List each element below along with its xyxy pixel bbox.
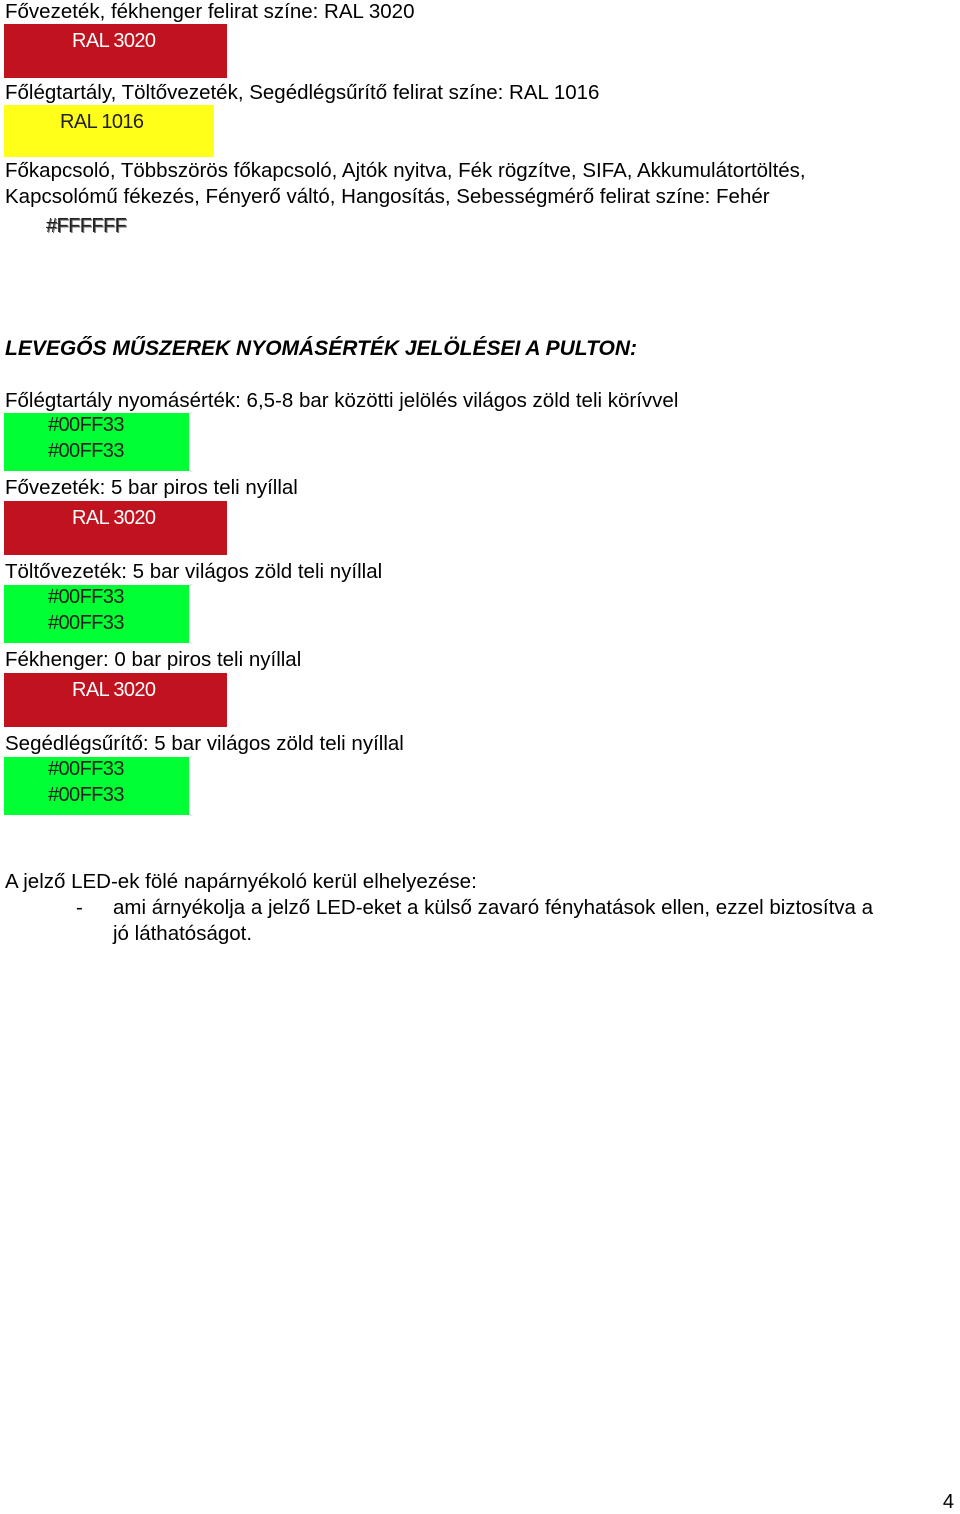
swatch-label: #00FF33 <box>48 784 124 806</box>
swatch-label: RAL 1016 <box>60 111 144 133</box>
section-heading: LEVEGŐS MŰSZEREK NYOMÁSÉRTÉK JELÖLÉSEI A PULTON: <box>5 337 638 360</box>
line-folegtartaly-nyomas: Főlégtartály nyomásérték: 6,5-8 bar közötti jelölés világos zöld teli körívvel <box>5 389 679 412</box>
line-fovezetek-fekhenger: Fővezeték, fékhenger felirat színe: RAL 3020 <box>5 0 415 23</box>
swatch-label: #00FF33 <box>48 758 124 780</box>
page-number: 4 <box>942 1491 954 1513</box>
line-fokapcsolo-list: Főkapcsoló, Többszörös főkapcsoló, Ajtók nyitva, Fék rögzítve, SIFA, Akkumulátortöltés, <box>5 159 806 182</box>
swatch-ral-3020 <box>4 673 227 727</box>
swatch-ral-3020 <box>4 501 227 555</box>
line-folegtartaly-toltovezetek: Főlégtartály, Töltővezeték, Segédlégsűrítő felirat színe: RAL 1016 <box>5 81 600 104</box>
line-fovezetek-5bar: Fővezeték: 5 bar piros teli nyíllal <box>5 476 298 499</box>
bullet-dash: - <box>76 896 83 919</box>
bullet-text-line-1: ami árnyékolja a jelző LED-eket a külső zavaró fényhatások ellen, ezzel biztosítva a <box>113 896 874 919</box>
swatch-green <box>4 585 189 643</box>
swatch-label: #00FF33 <box>48 586 124 608</box>
swatch-label: #00FF33 <box>48 612 124 634</box>
swatch-label: RAL 3020 <box>72 507 156 529</box>
line-segedlegsurito-5bar: Segédlégsűrítő: 5 bar világos zöld teli nyíllal <box>5 732 404 755</box>
swatch-green <box>4 757 189 815</box>
line-led-napernyo: A jelző LED-ek fölé napárnyékoló kerül elhelyezése: <box>5 870 477 893</box>
line-kapcsolomu-list: Kapcsolómű fékezés, Fényerő váltó, Hangosítás, Sebességmérő felirat színe: Fehér <box>5 185 770 208</box>
swatch-label: RAL 3020 <box>72 30 156 52</box>
swatch-ral-1016 <box>4 105 214 157</box>
swatch-label: RAL 3020 <box>72 679 156 701</box>
line-toltovezetek-5bar: Töltővezeték: 5 bar világos zöld teli nyíllal <box>5 560 383 583</box>
line-fekhenger-0bar: Fékhenger: 0 bar piros teli nyíllal <box>5 648 302 671</box>
swatch-ral-3020 <box>4 24 227 78</box>
bullet-text-line-2: jó láthatóságot. <box>113 922 253 945</box>
swatch-white-label: #FFFFFF <box>46 215 127 237</box>
swatch-label: #00FF33 <box>48 414 124 436</box>
swatch-label: #00FF33 <box>48 440 124 462</box>
swatch-green <box>4 413 189 471</box>
